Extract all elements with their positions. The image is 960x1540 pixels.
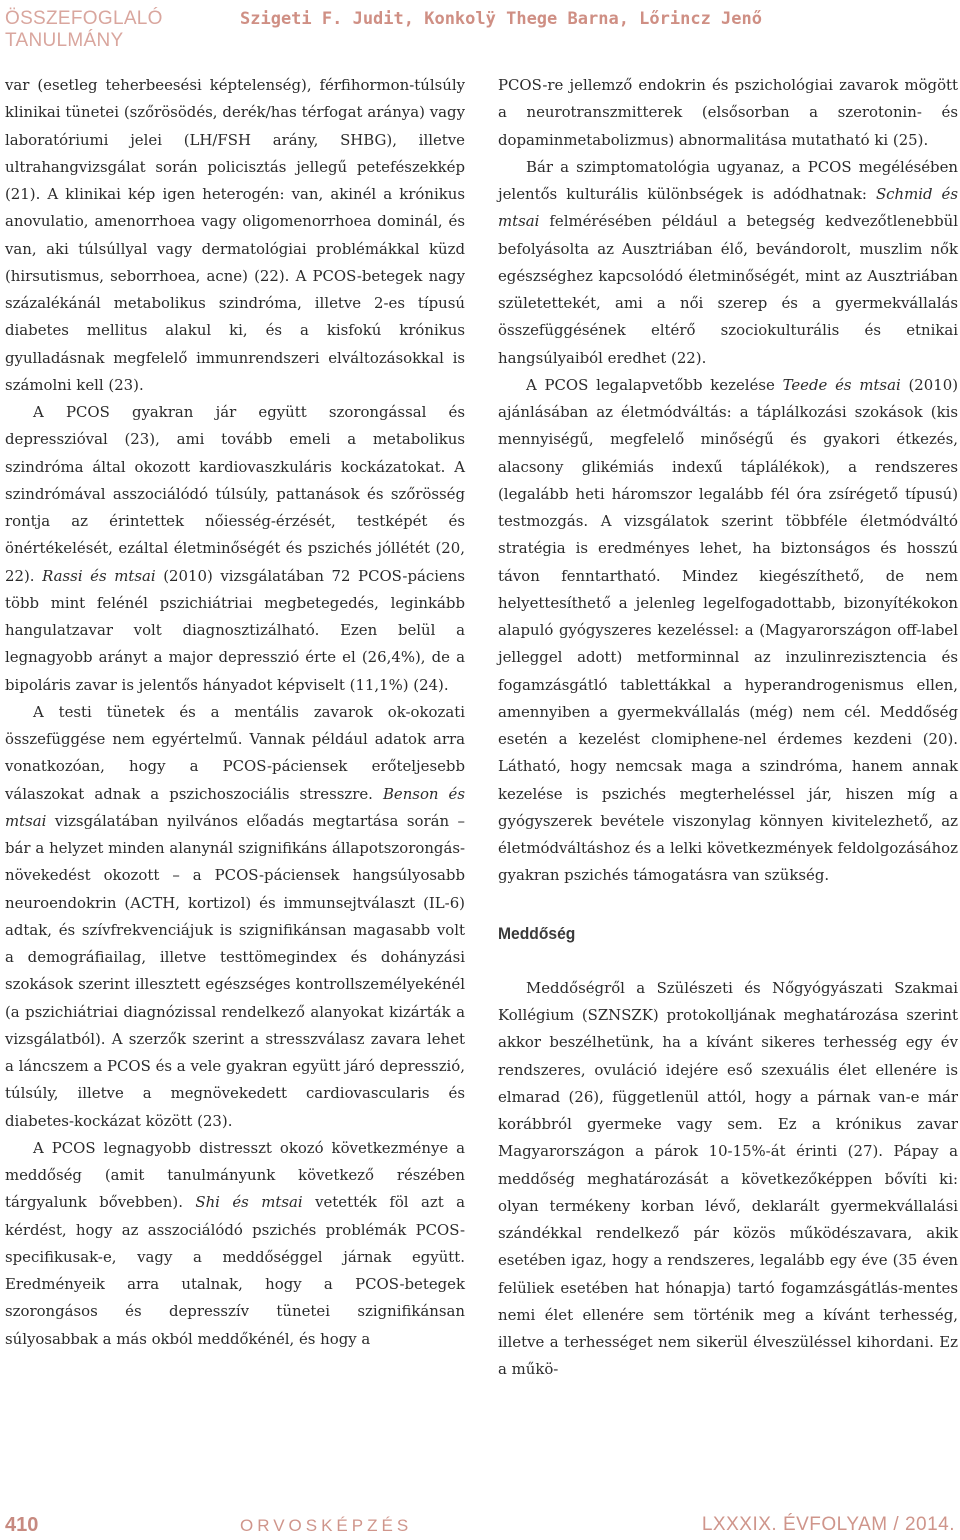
citation-authors: Schmid és mtsai	[498, 185, 959, 231]
citation-authors: Rassi és mtsai	[42, 566, 156, 585]
paragraph-text: (2010) vizsgálatában 72 PCOS-páciens több mint felénél pszichiátriai megbetegedés, leginkább hangulatzavar volt diagnosztizálható. Ezen belül a legnagyobb arányt a major depresszió érte el (26,4%), de a bipoláris zavar is jelentős hányadot képviselt (11,1%) (24).	[5, 566, 466, 694]
left-column	[5, 72, 465, 1353]
right-column	[498, 72, 958, 1384]
paragraph-text: felmérésében például a betegség kedvezőtlenebbül befolyásolta az Ausztriában élő, bevándorolt, muszlim nők egészséghez kapcsolódó életminőségét, mint az Ausztriában születettekét, ami a női szerep és a gyermekvállalás összefüggésének eltérő szociokulturális és etnikai hangsúlyaiból eredhet (22).	[498, 212, 958, 367]
paragraph-text: A PCOS legalapvetőbb kezelése	[526, 375, 775, 394]
page-number: 410	[5, 1514, 39, 1536]
section-heading-infertility: Meddőség	[498, 923, 576, 943]
journal-name: ORVOSKÉPZÉS	[240, 1516, 413, 1535]
section-label: ÖSSZEFOGLALÓ TANULMÁNY	[5, 8, 163, 51]
paragraph-text: vizsgálatában nyilvános előadás megtartása során – bár a helyzet minden alanynál szignifikáns állapotszorongás-növekedést okozott – a PCOS-páciensek hangsúlyosabb neuroendokrin (ACTH, kortizol) és immunsejtválaszt (IL-6) adtak, és szívfrekvenciájuk is szignifikánsan magasabb volt a demográfiailag, illetve testtömegindex és dohányzási szokások szerint illesztett egészséges kontrollszemélyekénél (a pszichiátriai diagnózissal rendelkező alanyokat kizárták a vizsgálatból). A szerzők szerint a stresszválasz zavara lehet a láncszem a PCOS és a vele gyakran együtt járó depresszió, túlsúly, illetve a megnövekedett cardiovascularis és diabetes-kockázat között (23).	[5, 811, 465, 1130]
right-paragraph-2	[498, 154, 958, 372]
running-head-authors: Szigeti F. Judit, Konkolÿ Thege Barna, Lőrincz Jenő	[240, 9, 762, 29]
page-footer	[0, 1512, 960, 1540]
paragraph-text: (2010) ajánlásában az életmódváltás: a táplálkozási szokások (kis mennyiségű, megfelelő minőségű és gyakori étkezés, alacsony glikémiás indexű táplálékok), a rendszeres (legalább heti háromszor legalább fél óra zsírégető típusú) testmozgás. A vizsgálatok szerint többféle életmódváltó stratégia is eredményes lehet, ha biztonságos és hosszú távon fenntartható. Mindez kiegészíthető, de nem helyettesíthető a jelenleg legelfogadottabb, bizonyítékokon alapuló gyógyszeres kezeléssel: a (Magyarországon off-label jelleggel adott) metforminnal az inzulinrezisztencia és fogamzásgátló tablettákkal a hyperandrogenismus ellen, amennyiben a gyermekvállalás (még) nem cél. Meddőség esetén a kezelést clomiphene-nel érdemes kezdeni (20). Látható, hogy nemcsak maga a szindróma, hanem annak kezelése is pszichés megterheléssel jár, hiszen míg a gyógyszerek bevétele viszonylag könnyen kivitelezhető, az életmódváltáshoz és a lelki következmények feldolgozásához gyakran pszichés támogatásra van szükség.	[498, 375, 959, 885]
citation-authors: Benson és mtsai	[5, 784, 466, 830]
page-header	[0, 6, 960, 56]
left-paragraph-3	[5, 699, 465, 1135]
left-paragraph-2	[5, 399, 465, 699]
paragraph-text: Bár a szimptomatológia ugyanaz, a PCOS megélésében jelentős kulturális különbségek is adódhatnak:	[498, 157, 958, 203]
right-paragraph-1: PCOS-re jellemző endokrin és pszichológiai zavarok mögött a neurotranszmitterek (elsősorban a szerotonin- és dopaminmetabolizmus) abnormalitása mutatható ki (25).	[498, 76, 958, 149]
left-paragraph-4	[5, 1135, 465, 1353]
paragraph-text: vetették föl azt a kérdést, hogy az asszociálódó pszichés problémák PCOS-specifikusak-e, vagy a meddőséggel járnak együtt. Eredményeik arra utalnak, hogy a PCOS-betegek szorongásos és depresszív tünetei szignifikánsan súlyosabbak a más okból meddőkénél, és hogy a	[5, 1193, 466, 1348]
right-paragraph-3	[498, 372, 958, 890]
volume-year: LXXXIX. ÉVFOLYAM / 2014.	[701, 1514, 955, 1535]
paragraph-text: A PCOS legnagyobb distresszt okozó következménye a meddőség (amit tanulmányunk következő részében tárgyalunk bővebben).	[5, 1138, 465, 1212]
paragraph-text: A PCOS gyakran jár együtt szorongással és depresszióval (23), ami tovább emeli a metabolikus szindróma által okozott kardiovaszkuláris kockázatokat. A szindrómával asszociálódó túlsúly, pattanások és szőrösség rontja az érintettek nőiesség-érzését, testképét és önértékelését, ezáltal életminőségét és pszichés jóllétét (20, 22).	[5, 403, 465, 585]
right-paragraph-4: Meddőségről a Szülészeti és Nőgyógyászati Szakmai Kollégium (SZNSZK) protokolljának meghatározása szerint akkor beszélhetünk, ha a kívánt sikeres terhesség egy év rendszeres, ovuláció idejére eső szexuális élet ellenére is elmarad (26), függetlenül attól, hogy a párnak van-e már korábbról gyermeke vagy sem. Ez a krónikus zavar Magyarországon a párok 10-15%-át érinti (27). Pápay a meddőség meghatározását a következőképpen bővíti ki: olyan termékeny korban lévő, deklarált gyermekvállalási szándékkal rendelkező pár közös működészavara, akik esetében igaz, hogy a rendszeres, legalább egy éve (35 éven felüliek esetében hat hónapja) tartó fogamzásgátlás-mentes nemi élet ellenére sem történik meg a kívánt terhesség, illetve a terhességet nem sikerül élveszüléssel kihordani. Ez a műkö-	[498, 978, 958, 1379]
paragraph-text: A testi tünetek és a mentális zavarok ok-okozati összefüggése nem egyértelmű. Vannak például adatok arra vonatkozóan, hogy a PCOS-páciensek erőteljesebb válaszokat adnak a pszichoszociális stresszre.	[5, 702, 465, 803]
citation-authors: Teede és mtsai	[782, 375, 901, 394]
left-paragraph-1: var (esetleg teherbeesési képtelenség), férfihormon-túlsúly klinikai tünetei (szőrösödés, derék/has térfogat aránya) vagy laboratóriumi jelei (LH/FSH arány, SHBG), illetve ultrahangvizsgálat során policisztás jellegű petefészekkép (21). A klinikai kép igen heterogén: van, akinél a krónikus anovulatio, amenorrhoea vagy oligomenorrhoea dominál, és van, aki túlsúllyal vagy dermatológiai problémákkal küzd (hirsutismus, seborrhoea, acne) (22). A PCOS-betegek nagy százalékánál metabolikus szindróma, illetve 2-es típusú diabetes mellitus alakul ki, és a kisfokú krónikus gyulladásnak megfelelő immunrendszeri elváltozásokkal is számolni kell (23).	[5, 76, 465, 394]
citation-authors: Shi és mtsai	[195, 1193, 303, 1212]
